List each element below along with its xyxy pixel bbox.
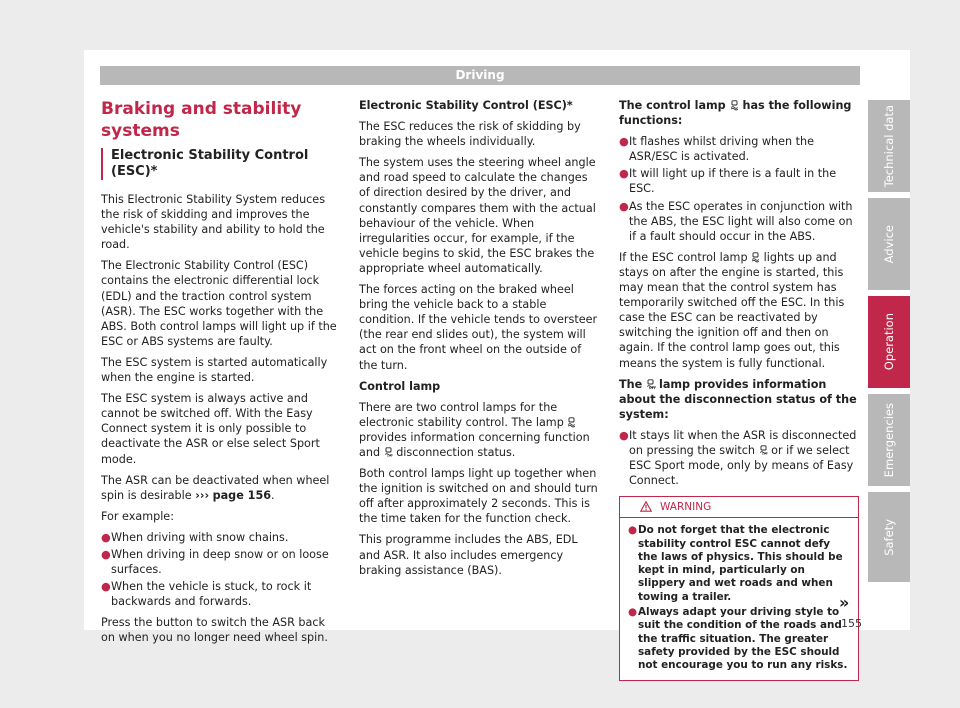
list-item-text: It stays lit when the ASR is disconnected on pressing the switch: [629, 428, 857, 457]
paragraph-text: There are two control lamps for the electronic stability control. The lamp: [359, 400, 564, 429]
esc-off-icon: [384, 447, 393, 457]
paragraph: [359, 400, 599, 460]
heading-text: lamp provides information about the disconnection status of the system:: [619, 377, 857, 421]
bullet-icon: ●: [619, 167, 629, 181]
warning-item-text: Always adapt your driving style to suit the condition of the roads and the traffic situation. The greater safety provided by the ESC should not encourage you to run any risks.: [638, 606, 848, 672]
warning-triangle-icon: [640, 501, 652, 512]
continued-marker-icon: »: [839, 593, 850, 612]
paragraph: Both control lamps light up together when the ignition is switched on and should turn off after approximately 2 seconds. This is the time taken for the function check.: [359, 467, 598, 526]
paragraph: Press the button to switch the ASR back on when you no longer need wheel spin.: [101, 616, 328, 645]
paragraph: The forces acting on the braked wheel bring the vehicle back to a stable condition. If the vehicle tends to oversteer (the rear end slides out), the system will act on the front wheel on the outside of the turn.: [359, 283, 598, 372]
list-item-text: It flashes whilst driving when the ASR/ESC is activated.: [629, 135, 814, 164]
esc-lamp-icon: [567, 417, 576, 427]
esc-off-icon: [759, 445, 768, 455]
warning-item: [628, 606, 850, 672]
paragraph-text: The ASR can be deactivated when wheel spin is desirable: [101, 473, 330, 502]
list-item-text: When driving in deep snow or on loose surfaces.: [111, 547, 329, 577]
paragraph: This programme includes the ABS, EDL and ASR. It also includes emergency braking assistance (BAS).: [359, 533, 578, 577]
bullet-icon: ●: [628, 524, 638, 537]
paragraph-text: disconnection status.: [396, 445, 516, 459]
page-link[interactable]: [195, 489, 271, 502]
paragraph: The system uses the steering wheel angle and road speed to calculate the changes of direction desired by the driver, and constantly compares them with the actual behaviour of the vehicle. When irregularities occur, for example, if the vehicle begins to skid, the ESC brakes the appropriate wheel automatically.: [359, 156, 596, 275]
section-subtitle: Electronic Stability Control (ESC)*: [101, 148, 341, 180]
list-item: [619, 134, 859, 164]
bullet-icon: ●: [101, 547, 111, 561]
column-2: [359, 98, 599, 584]
warning-title: WARNING: [660, 501, 712, 514]
tab-safety[interactable]: [868, 492, 910, 582]
svg-text:OFF: OFF: [386, 453, 393, 458]
esc-lamp-icon: [751, 252, 760, 262]
heading-text: has the following functions:: [619, 99, 852, 128]
list-item: [619, 199, 859, 244]
tab-advice[interactable]: [868, 198, 910, 290]
warning-item-text: Do not forget that the electronic stability control ESC cannot defy the laws of physics. This should be kept in mind, particularly on slippery and wet roads and when towing a trailer.: [638, 524, 843, 603]
paragraph: This Electronic Stability System reduces the risk of skidding and improves the vehicle's stability and ability to hold the road.: [101, 193, 326, 252]
list-item-text: When the vehicle is stuck, to rock it backwards and forwards.: [111, 580, 312, 609]
bullet-icon: ●: [619, 199, 629, 213]
paragraph: [101, 473, 341, 503]
warning-header: [620, 497, 858, 518]
list-item: [101, 547, 341, 577]
warning-body: [620, 518, 858, 679]
list-item-text: or if we select ESC Sport mode, only by means of Easy Connect.: [629, 443, 854, 488]
tab-emergencies[interactable]: [868, 394, 910, 486]
link-arrows-icon: ›››: [195, 488, 210, 502]
bullet-icon: ●: [628, 606, 638, 619]
paragraph: The ESC system is started automatically when the engine is started.: [101, 355, 328, 385]
page-title: Braking and stability systems: [101, 99, 302, 141]
paragraph-text: provides information concerning function and: [359, 430, 590, 459]
tab-technical-data[interactable]: [868, 100, 910, 192]
section-heading: Electronic Stability Control (ESC)*: [359, 99, 573, 112]
paragraph-text: If the ESC control lamp: [619, 250, 748, 264]
heading-text: The control lamp: [619, 99, 726, 112]
bullet-icon: ●: [101, 580, 111, 594]
list-item-text: When driving with snow chains.: [111, 530, 289, 544]
page-link-label: page 156: [212, 488, 272, 502]
list-item-text: [629, 428, 859, 488]
tab-label: Advice: [882, 224, 896, 264]
tab-operation[interactable]: [868, 296, 910, 388]
paragraph: For example:: [101, 509, 174, 523]
bullet-icon: ●: [101, 530, 111, 544]
section-heading: Control lamp: [359, 379, 441, 393]
bullet-icon: ●: [619, 135, 629, 149]
list-item: [101, 579, 341, 609]
paragraph-end: .: [271, 488, 275, 502]
tab-label: Safety: [882, 518, 896, 556]
warning-item: [628, 524, 850, 604]
esc-off-icon: [646, 379, 655, 389]
svg-text:OFF: OFF: [648, 385, 657, 390]
bullet-icon: ●: [619, 428, 629, 442]
list-item: [619, 428, 859, 488]
paragraph: The ESC system is always active and cannot be switched off. With the Easy Connect system it is only possible to deactivate the ASR or else select Sport mode.: [101, 392, 320, 466]
svg-text:OFF: OFF: [761, 451, 768, 456]
paragraph: The ESC reduces the risk of skidding by braking the wheels individually.: [359, 120, 581, 149]
tab-label: Technical data: [882, 104, 896, 188]
list-item-text: As the ESC operates in conjunction with the ABS, the ESC light will also come on if a fault should occur in the ABS.: [629, 199, 853, 243]
heading-text: The: [619, 377, 643, 391]
list-item: [101, 530, 341, 545]
section-header: Driving: [100, 66, 860, 85]
column-3: [619, 98, 859, 681]
esc-lamp-icon: [730, 100, 739, 110]
section-heading: [619, 377, 859, 422]
tab-label: Emergencies: [882, 402, 896, 478]
column-1: [101, 98, 341, 652]
page-number: 155: [841, 617, 862, 630]
paragraph-text: lights up and stays on after the engine is started, this may mean that the control system has temporarily switched off the ESC. In this case the ESC can be reactivated by switching the ignition off and then on again. If the control lamp goes out, this means the system is fully functional.: [619, 250, 845, 370]
section-heading: [619, 98, 859, 128]
list-item: [619, 166, 859, 196]
list-item-text: It will light up if there is a fault in the ESC.: [629, 167, 837, 196]
paragraph: [619, 250, 859, 371]
tab-label: Operation: [882, 313, 896, 371]
warning-box: [619, 496, 859, 680]
paragraph: The Electronic Stability Control (ESC) contains the electronic differential lock (EDL) and the traction control system (ASR). The ESC works together with the ABS. Both control lamps will light up if the ESC or ABS systems are faulty.: [101, 259, 337, 348]
